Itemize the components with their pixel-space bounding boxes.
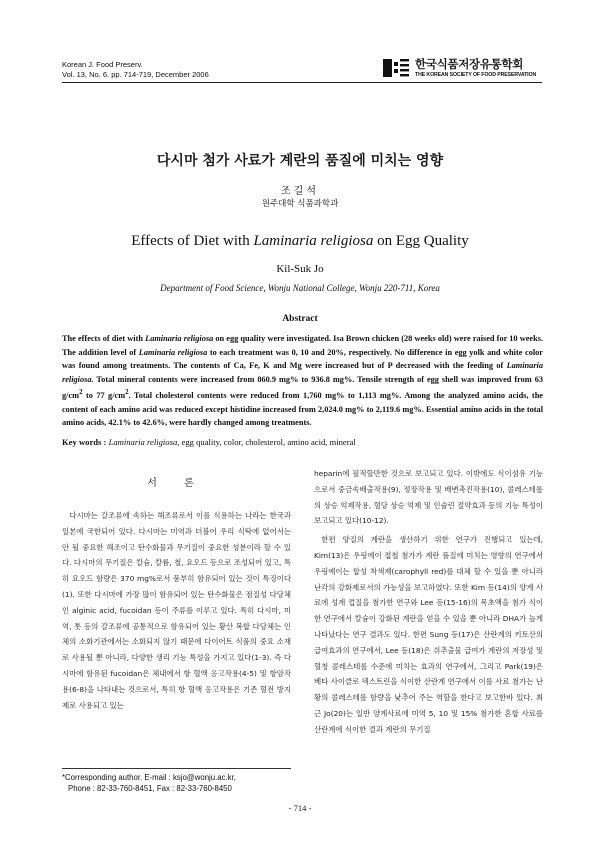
abstract-heading: Abstract bbox=[282, 314, 318, 324]
title-korean: 다시마 첨가 사료가 계란의 품질에 미치는 영향 bbox=[156, 153, 444, 169]
abstract-superscript: 2 bbox=[125, 389, 129, 397]
journal-name: Korean J. Food Preserv. bbox=[62, 60, 143, 69]
abstract-superscript: 2 bbox=[79, 389, 83, 397]
affiliation-korean: 원주대학 식품과학과 bbox=[261, 199, 339, 209]
body-column-left bbox=[62, 508, 291, 713]
body-paragraph: heparin에 필적할만한 것으로 보고되고 있다. 이밖에도 식이섬유 기능으로서 중금속배출작용(9), 정장작용 및 배변촉진작용(10), 콜레스테롤의 상승 억제작용, 혈당 상승 억제 및 인슐린 절약효과 등의 기능 특성이 보고되고 있다(10-12). bbox=[314, 469, 543, 526]
page-number: - 714 - bbox=[288, 803, 312, 813]
society-name-en: THE KOREAN SOCIETY OF FOOD PRESERVATION bbox=[415, 72, 537, 78]
title-en-prefix: Effects of Diet with bbox=[131, 233, 254, 249]
society-name-ko: 한국식품저장유통학회 bbox=[415, 57, 524, 71]
section-title-introduction: 서 론 bbox=[147, 478, 206, 489]
footnote-email: *Corresponding author. E-mail : ksjo@wonju.ac.kr, bbox=[62, 773, 236, 782]
keywords-list: , egg quality, color, cholesterol, amino acid, mineral bbox=[177, 437, 356, 447]
keywords bbox=[62, 437, 543, 447]
abstract-species: Laminaria religiosa. bbox=[62, 361, 543, 384]
abstract-text: Total mineral contents were increased from 860.9 mg% to 936.8 mg%. Tensile strength of egg shell was improved from 63 g/cm bbox=[62, 374, 543, 401]
society-logo bbox=[383, 56, 543, 82]
author-english: Kil-Suk Jo bbox=[276, 263, 324, 275]
footnote-phone: Phone : 82-33-760-8451, Fax : 82-33-760-8450 bbox=[68, 784, 232, 793]
journal-volume: Vol. 13, No. 6. pp. 714-719, December 2006 bbox=[62, 70, 209, 79]
title-en-species: Laminaria religiosa bbox=[253, 233, 374, 249]
body-column-right bbox=[314, 466, 543, 738]
abstract-body bbox=[62, 332, 543, 430]
header-rule bbox=[62, 82, 542, 83]
affiliation-english: Department of Food Science, Wonju National College, Wonju 220-711, Korea bbox=[160, 283, 440, 293]
abstract-text: to 77 g/cm bbox=[82, 391, 126, 401]
journal-citation bbox=[62, 60, 209, 80]
title-english bbox=[0, 233, 600, 250]
abstract-species: Laminaria religiosa bbox=[145, 334, 214, 343]
society-mark-icon bbox=[383, 58, 413, 78]
abstract-text: to each treatment was 0, 10 and 20%, respectively. No difference in egg yolk and white color was found among treatments. The contents of Ca, Fe, K and Mg were increased but of P decreased with the feeding of bbox=[62, 347, 543, 371]
abstract-text: on egg quality were investigated. Isa Brown chicken (28 weeks old) were raised for 10 weeks. The addition level of bbox=[62, 334, 544, 357]
title-en-suffix: on Egg Quality bbox=[373, 233, 469, 249]
keywords-label: Key words : bbox=[62, 437, 107, 447]
body-paragraph: 한편 양질의 계란을 생산하기 위한 연구가 진행되고 있는데, Kim(13)은 우링에이 접철 첨가가 계란 품질에 미치는 영향의 연구에서 우링예이는 합성 착색제(carophyll red)를 대체 할 수 있을 뿐 아니라 난각의 강화제로서의 가능성을 보고하였다. 또한 Kim 등(14)의 양계 사료에 성계 껍질을 첨가한 연구와 Lee 등(15-16)의 목초액을 첨가 식이한 연구에서 칼슘이 강화된 계란을 얻을 수 있을 뿐 아니라 DHA가 높게 나타났다는 연구 결과도 있다. 한편 Sung 등(17)은 산란계의 키토산의 급여효과의 연구에서, Lee 등(18)은 쉬추출물 급여가 계란의 저장성 및 혈청 콜레스테롤 수준에 미치는 효과의 연구에서, 그리고 Park(19)은 베타 사이클로 덱스트린을 식이한 산란계 연구에서 이를 사료 첨가는 난황의 콜레스테롤 함량을 낮추어 주는 역할을 한다고 보고한바 있다. 최근 Jo(20)는 일반 양계사료에 미역 5, 10 및 15% 첨가한 혼합 사료를 산란계에 식이한 결과 계란의 무기질 bbox=[314, 535, 543, 734]
abstract-text: . Total cholesterol contents were reduced from 1,760 mg% to 1,113 mg%. Among the analyzed amino acids, the content of each amino acid was reduced except histidine increased from 2,024.0 mg% to 2,119.6 mg%. Essential amino acids in the total amino acids, 42.1% to 42.6%, were hardly changed among treatments. bbox=[62, 391, 543, 428]
abstract-species: Laminaria religiosa bbox=[138, 347, 208, 357]
abstract-text: The effects of diet with bbox=[62, 334, 146, 343]
author-korean: 조길석 bbox=[281, 186, 319, 197]
body-paragraph: 다시마는 갈조류에 속하는 해조류로서 이를 식용하는 나라는 한국과 일본에 국한되어 있다. 다시마는 미역과 더불어 우리 식탁에 없어서는 안 될 중요한 해조이고 탄수화물과 무기질이 중요한 성분이라 할 수 있다. 다시마의 무기질은 칼슘, 칼륨, 철, 요오드 등으로 조성되어 있고, 특히 요오드 함량은 370 mg%로서 풍부히 함유되어 있는 것이 특징이다(1). 또한 다시마에 가장 많이 함유되어 있는 탄수화물은 점질성 다당체인 alginic acid, fucoidan 등이 주류를 이루고 있다. 특히 다시마, 미역, 톳 등의 갈조류에 공통적으로 함유되어 있는 황산 복합 다당체는 인체의 소화기관에서는 소화되지 않기 때문에 다이어트 식품의 중요 소재로 사용될 뿐 아니라, 다양한 생리 기능 특성을 가지고 있다(1-3). 즉 다시마에 함유된 fucoidan은 체내에서 항 혈액 응고작용(4-5) 및 항암작용(6-8)을 나타내는 것으로서, 특히 항 혈액 응고작용은 기존 혈전 방지제로 사용되고 있는 bbox=[62, 511, 291, 710]
keywords-species: Laminaria religiosa bbox=[108, 437, 178, 447]
footnote-rule bbox=[62, 768, 291, 769]
footnote bbox=[62, 772, 291, 794]
